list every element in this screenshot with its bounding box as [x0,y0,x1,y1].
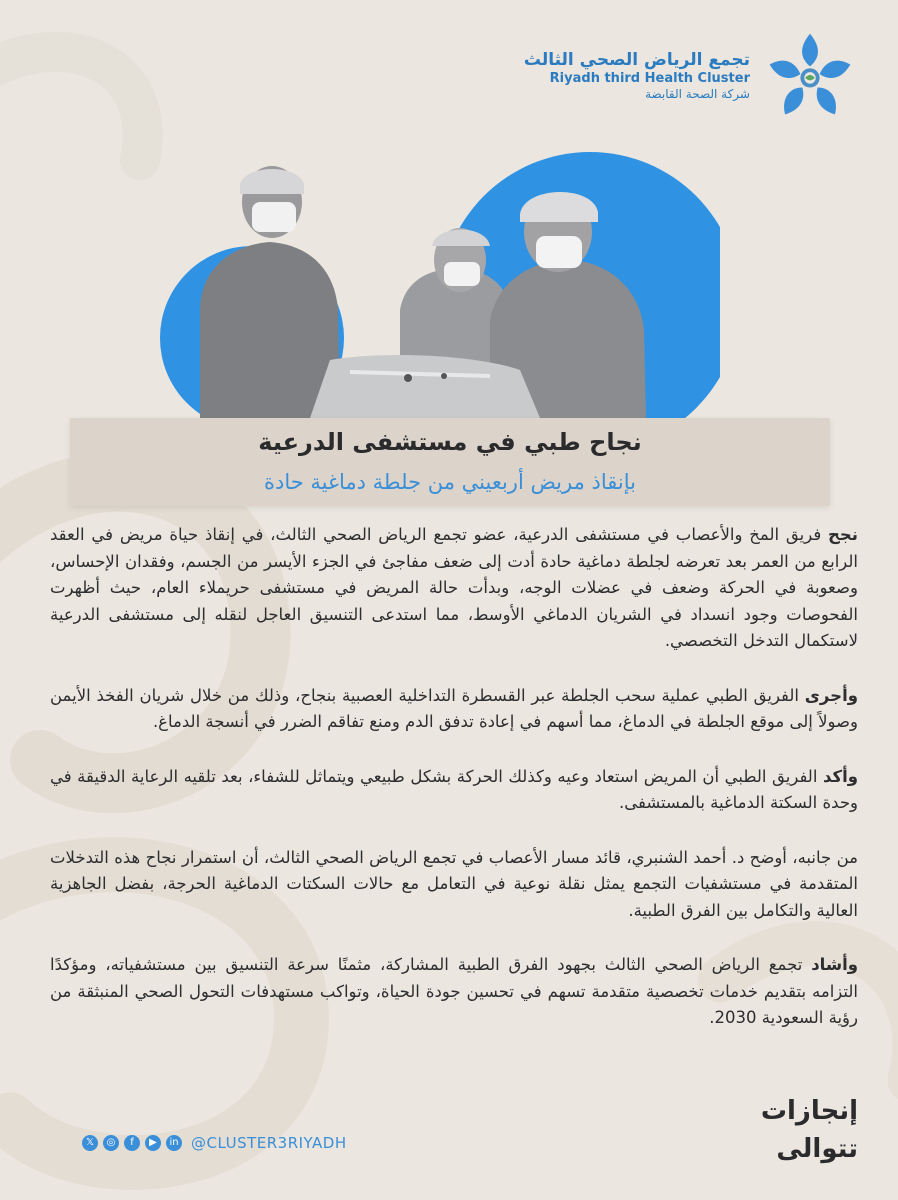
slogan-line-2: تتوالى [776,1134,858,1164]
title-band [70,418,830,506]
social-bar [82,1134,347,1152]
logo-arabic-name: تجمع الرياض الصحي الثالث [523,49,750,70]
paragraph-3-lead: وأكد [822,766,858,786]
paragraph-3-text: الفريق الطبي أن المريض استعاد وعيه وكذلك الحركة بشكل طبيعي ويتماثل للشفاء، بعد تلقيه الرعاية الدقيقة في وحدة السكتة الدماغية بالمستشفى. [50,766,858,812]
linkedin-icon[interactable]: in [166,1135,182,1151]
youtube-icon[interactable]: ▶ [145,1135,161,1151]
logo-english-name: Riyadh third Health Cluster [549,71,750,86]
paragraph-4-text: من جانبه، أوضح د. أحمد الشنبري، قائد مسار الأعصاب في تجمع الرياض الصحي الثالث، أن استمرار نجاح هذه التدخلات المتقدمة في مستشفيات التجمع يمثل نقلة نوعية في التعامل مع حالات السكتات الدماغية الحرجة، بفضل الجاهزية العالية والتكامل بين الفرق الطبية. [50,847,858,920]
headline: نجاح طبي في مستشفى الدرعية [258,428,642,456]
paragraph-1-text: فريق المخ والأعصاب في مستشفى الدرعية، عضو تجمع الرياض الصحي الثالث، في إنقاذ حياة مريض في العقد الرابع من العمر بعد تعرضه لجلطة دماغية حادة أدت إلى ضعف مفاجئ في الجزء الأيسر من الجسم، وفقدان الإحساس، وصعوبة في الحركة وضعف في عضلات الوجه، وبدأت حالة المريض في مستشفى حريملاء العام، حيث أظهرت الفحوصات وجود انسداد في الشريان الدماغي الأوسط، مما استدعى التنسيق العاجل لنقله إلى مستشفى الدرعية لاستكمال التدخل التخصصي. [50,525,858,650]
paragraph-5-lead: وأشاد [811,955,858,974]
paragraph-2-text: الفريق الطبي عملية سحب الجلطة عبر القسطرة التداخلية العصبية بنجاح، وذلك من خلال شريان الفخذ الأيمن وصولاً إلى موقع الجلطة في الدماغ، مما أسهم في إعادة تدفق الدم ومنع تفاقم الضرر في أنسجة الدماغ. [50,685,858,731]
x-icon[interactable]: 𝕏 [82,1135,98,1151]
subheadline: بإنقاذ مريض أربعيني من جلطة دماغية حادة [263,470,636,494]
paragraph-1-lead: نجح [828,525,858,544]
paragraph-4 [50,845,858,925]
social-handle[interactable]: @CLUSTER3RIYADH [191,1134,347,1152]
paragraph-2-lead: وأجرى [804,685,858,705]
paragraph-3 [50,764,858,817]
paragraph-1 [50,522,858,655]
paragraph-5-text: تجمع الرياض الصحي الثالث بجهود الفرق الطبية المشاركة، مثمنًا سرعة التنسيق بين مستشفياته، ومؤكدًا التزامه بتقديم خدمات تخصصية متقدمة تسهم في تحسين جودة الحياة، وتواكب مستهدفات التحول الصحي المنبثقة من رؤية السعودية 2030. [50,955,858,1027]
instagram-icon[interactable]: ◎ [103,1135,119,1151]
logo-holding-company: شركة الصحة القابضة [645,87,750,102]
slogan-line-1: إنجازات [760,1096,858,1126]
surgical-team-photo [160,150,720,418]
slogan [761,1092,858,1168]
facebook-icon[interactable]: f [124,1135,140,1151]
paragraph-5 [50,952,858,1032]
article-body [50,522,858,1060]
cluster-logo-text [524,50,750,103]
paragraph-2 [50,683,858,736]
cluster-logo [524,28,858,124]
cluster-logo-icon [762,28,858,124]
